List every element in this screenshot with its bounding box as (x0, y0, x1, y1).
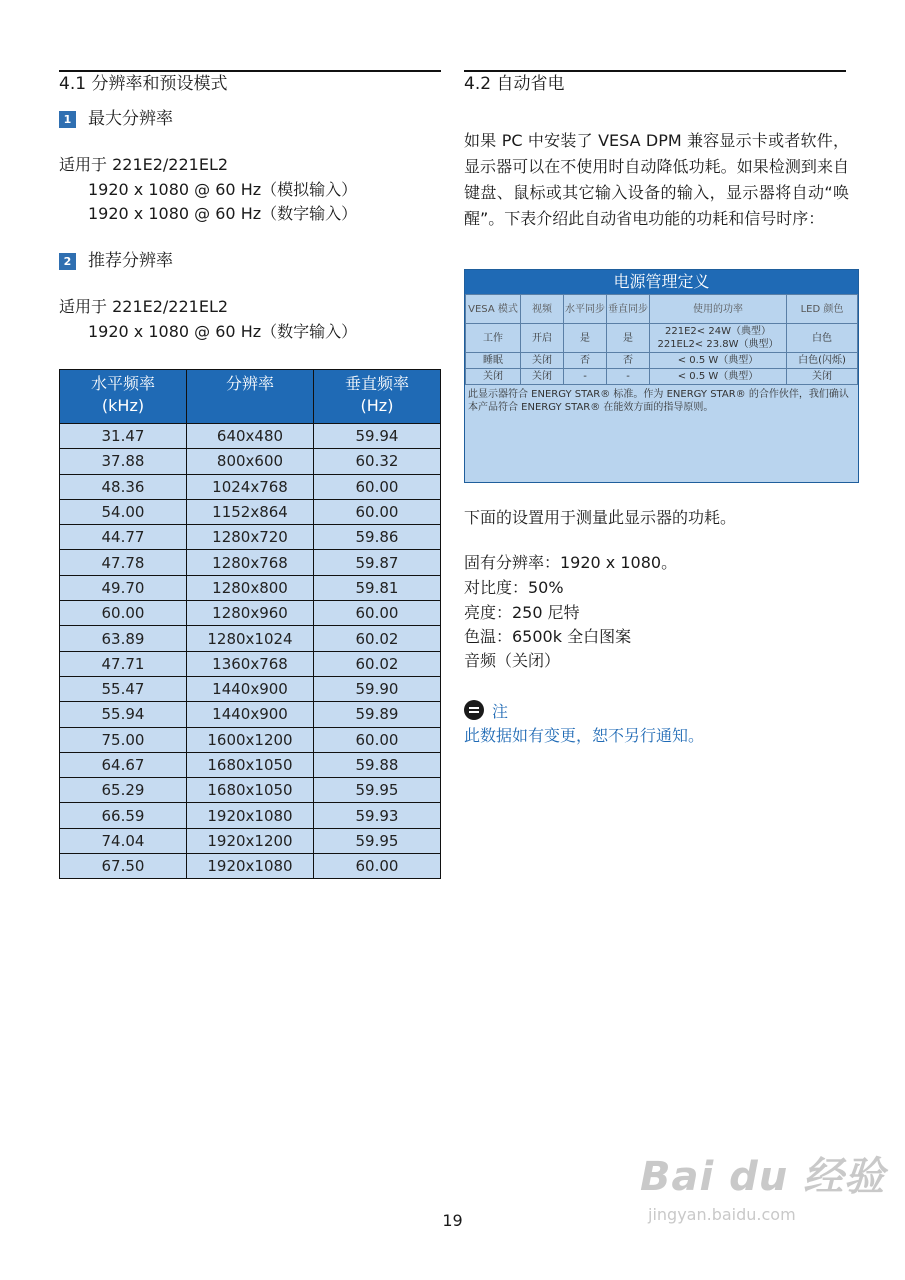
rec-res-digital: 1920 x 1080 @ 60 Hz（数字输入） (88, 322, 358, 341)
cell-resolution: 1680x1050 (187, 778, 314, 803)
pw-cell-mode: 工作 (466, 324, 521, 353)
left-top-rule (59, 70, 441, 72)
pw-cell-vsync: - (607, 369, 650, 385)
cell-resolution: 800x600 (187, 449, 314, 474)
cell-resolution: 1920x1080 (187, 854, 314, 879)
cell-vfreq: 59.88 (314, 752, 441, 777)
pw-cell-mode: 关闭 (466, 369, 521, 385)
pw-cell-video: 关闭 (521, 353, 564, 369)
cell-resolution: 1152x864 (187, 499, 314, 524)
cell-resolution: 1920x1080 (187, 803, 314, 828)
cell-hfreq: 49.70 (60, 575, 187, 600)
max-resolution-heading (59, 108, 173, 130)
cell-resolution: 1600x1200 (187, 727, 314, 752)
pw-header-led: LED 颜色 (787, 295, 858, 324)
cell-vfreq: 59.90 (314, 676, 441, 701)
setting-native-resolution: 固有分辨率：1920 x 1080。 (464, 553, 678, 572)
pw-cell-vsync: 是 (607, 324, 650, 353)
section-title-4-1: 4.1 分辨率和预设模式 (59, 74, 228, 94)
note-heading (464, 699, 508, 724)
cell-resolution: 1280x800 (187, 575, 314, 600)
power-management-table (464, 269, 859, 483)
cell-vfreq: 59.81 (314, 575, 441, 600)
cell-hfreq: 64.67 (60, 752, 187, 777)
section-title-4-2: 4.2 自动省电 (464, 74, 565, 94)
watermark-logo: Bai du 经验 (640, 1154, 886, 1200)
cell-vfreq: 59.93 (314, 803, 441, 828)
cell-resolution: 640x480 (187, 424, 314, 449)
cell-hfreq: 55.47 (60, 676, 187, 701)
power-table-title: 电源管理定义 (465, 270, 858, 294)
rec-res-applies: 适用于 221E2/221EL2 (59, 297, 229, 316)
table-row (60, 752, 441, 777)
note-text: 此数据如有变更，恕不另行通知。 (464, 726, 705, 745)
cell-resolution: 1280x1024 (187, 626, 314, 651)
table-row (60, 525, 441, 550)
cell-hfreq: 66.59 (60, 803, 187, 828)
setting-contrast: 对比度：50% (464, 578, 564, 597)
table-row (60, 854, 441, 879)
pw-header-mode: VESA 模式 (466, 295, 521, 324)
measure-intro: 下面的设置用于测量此显示器的功耗。 (464, 508, 737, 527)
cell-resolution: 1440x900 (187, 702, 314, 727)
pw-cell-mode: 睡眠 (466, 353, 521, 369)
cell-hfreq: 44.77 (60, 525, 187, 550)
resolution-table-body (60, 424, 441, 879)
recommended-resolution-heading (59, 250, 173, 272)
cell-vfreq: 59.86 (314, 525, 441, 550)
cell-resolution: 1920x1200 (187, 828, 314, 853)
cell-hfreq: 31.47 (60, 424, 187, 449)
col-header-hfreq: 水平频率 (kHz) (60, 370, 187, 424)
cell-vfreq: 60.02 (314, 651, 441, 676)
cell-hfreq: 65.29 (60, 778, 187, 803)
cell-vfreq: 59.95 (314, 778, 441, 803)
cell-hfreq: 63.89 (60, 626, 187, 651)
col-header-vfreq: 垂直频率 (Hz) (314, 370, 441, 424)
pw-header-video: 视频 (521, 295, 564, 324)
cell-vfreq: 59.95 (314, 828, 441, 853)
pw-cell-led: 关闭 (787, 369, 858, 385)
table-row (60, 499, 441, 524)
table-row (60, 651, 441, 676)
cell-resolution: 1680x1050 (187, 752, 314, 777)
table-row (60, 601, 441, 626)
power-table-row (466, 324, 858, 353)
pw-cell-power: < 0.5 W（典型） (650, 353, 787, 369)
table-row (60, 575, 441, 600)
cell-hfreq: 60.00 (60, 601, 187, 626)
table-row (60, 702, 441, 727)
energy-star-note: 此显示器符合 ENERGY STAR® 标准。作为 ENERGY STAR® 的合作伙伴，我们确认本产品符合 ENERGY STAR® 在能效方面的指导原则。 (468, 389, 849, 413)
cell-resolution: 1280x960 (187, 601, 314, 626)
baidu-watermark (640, 1145, 886, 1224)
table-row (60, 803, 441, 828)
max-res-analog: 1920 x 1080 @ 60 Hz（模拟输入） (88, 180, 358, 199)
cell-hfreq: 47.78 (60, 550, 187, 575)
recommended-resolution-title: 推荐分辨率 (88, 251, 173, 271)
table-row (60, 550, 441, 575)
pw-cell-hsync: - (564, 369, 607, 385)
cell-vfreq: 60.00 (314, 727, 441, 752)
col-header-resolution: 分辨率 (187, 370, 314, 424)
cell-vfreq: 60.00 (314, 601, 441, 626)
pw-header-power: 使用的功率 (650, 295, 787, 324)
cell-hfreq: 48.36 (60, 474, 187, 499)
setting-audio: 音频（关闭） (464, 651, 561, 670)
cell-vfreq: 60.00 (314, 854, 441, 879)
max-res-digital: 1920 x 1080 @ 60 Hz（数字输入） (88, 204, 358, 223)
power-table-body (466, 324, 858, 385)
cell-resolution: 1280x720 (187, 525, 314, 550)
table-row (60, 449, 441, 474)
pw-cell-led: 白色 (787, 324, 858, 353)
cell-resolution: 1440x900 (187, 676, 314, 701)
table-row (60, 676, 441, 701)
table-row (60, 626, 441, 651)
table-row (60, 778, 441, 803)
setting-brightness: 亮度：250 尼特 (464, 603, 580, 622)
cell-resolution: 1280x768 (187, 550, 314, 575)
max-resolution-title: 最大分辨率 (88, 109, 173, 129)
note-icon (464, 700, 484, 720)
pw-header-vsync: 垂直同步 (607, 295, 650, 324)
cell-hfreq: 37.88 (60, 449, 187, 474)
table-row (60, 828, 441, 853)
cell-vfreq: 59.89 (314, 702, 441, 727)
power-table-row (466, 369, 858, 385)
step-badge-2: 2 (59, 253, 76, 270)
cell-vfreq: 59.87 (314, 550, 441, 575)
cell-vfreq: 60.00 (314, 499, 441, 524)
step-badge-1: 1 (59, 111, 76, 128)
table-row (60, 424, 441, 449)
setting-color-temp: 色温：6500k 全白图案 (464, 627, 632, 646)
cell-resolution: 1024x768 (187, 474, 314, 499)
pw-cell-led: 白色(闪烁) (787, 353, 858, 369)
cell-hfreq: 47.71 (60, 651, 187, 676)
page-number: 19 (442, 1211, 463, 1230)
watermark-url: jingyan.baidu.com (648, 1205, 796, 1224)
pw-header-hsync: 水平同步 (564, 295, 607, 324)
cell-vfreq: 60.00 (314, 474, 441, 499)
pw-cell-power: 221E2< 24W（典型） 221EL2< 23.8W（典型） (650, 324, 787, 353)
pw-cell-video: 开启 (521, 324, 564, 353)
cell-hfreq: 75.00 (60, 727, 187, 752)
table-row (60, 727, 441, 752)
max-res-applies: 适用于 221E2/221EL2 (59, 155, 229, 174)
pw-cell-vsync: 否 (607, 353, 650, 369)
cell-vfreq: 59.94 (314, 424, 441, 449)
resolution-table (59, 369, 441, 879)
pw-cell-hsync: 是 (564, 324, 607, 353)
cell-hfreq: 55.94 (60, 702, 187, 727)
right-top-rule (464, 70, 846, 72)
cell-vfreq: 60.32 (314, 449, 441, 474)
table-row (60, 474, 441, 499)
cell-hfreq: 54.00 (60, 499, 187, 524)
cell-hfreq: 67.50 (60, 854, 187, 879)
cell-vfreq: 60.02 (314, 626, 441, 651)
power-table-row (466, 353, 858, 369)
cell-hfreq: 74.04 (60, 828, 187, 853)
pw-cell-hsync: 否 (564, 353, 607, 369)
power-saving-intro: 如果 PC 中安装了 VESA DPM 兼容显示卡或者软件，显示器可以在不使用时自动降低功耗。如果检测到来自键盘、鼠标或其它输入设备的输入，显示器将自动“唤醒”。下表介绍此自动省电功能的功耗和信号时序： (464, 131, 849, 228)
pw-cell-power: < 0.5 W（典型） (650, 369, 787, 385)
pw-cell-video: 关闭 (521, 369, 564, 385)
note-label: 注 (492, 702, 509, 721)
cell-resolution: 1360x768 (187, 651, 314, 676)
